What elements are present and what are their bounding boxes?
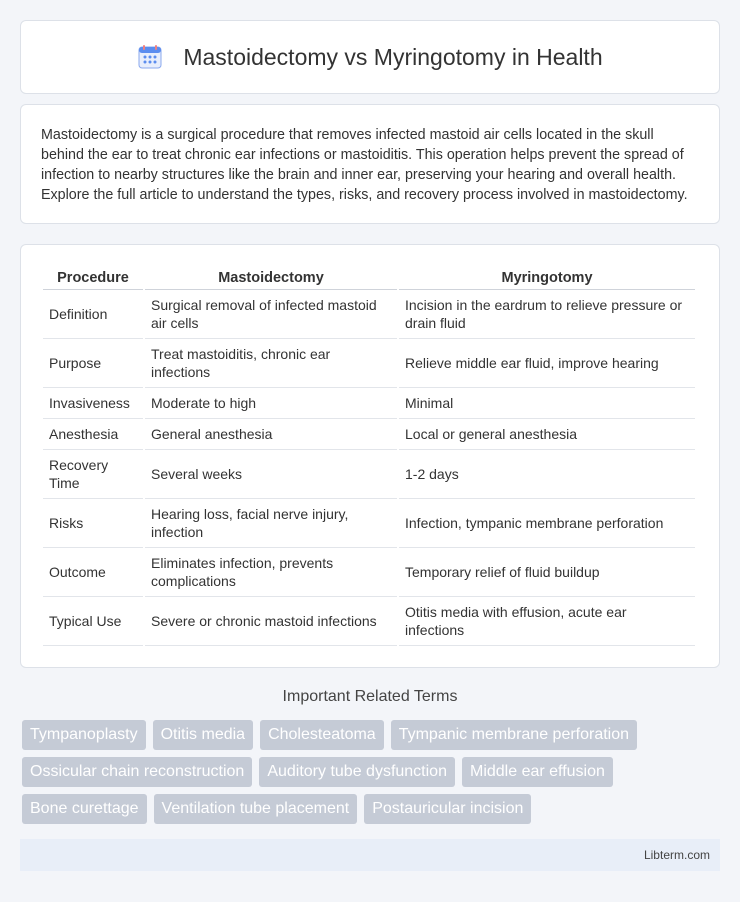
table-cell: Local or general anesthesia [399,419,695,450]
intro-text: Mastoidectomy is a surgical procedure that removes infected mastoid air cells located in the skull behind the ear to treat chronic ear infections or mastoiditis. This operation helps prevent the spread of infection to nearby structures like the brain and inner ear, preserving your hearing and overall health. Explore the full article to understand the types, risks, and recovery process involved in mastoidectomy. [41,127,688,203]
row-label: Recovery Time [43,450,143,499]
table-cell: Treat mastoiditis, chronic ear infections [145,339,397,388]
table-cell: Otitis media with effusion, acute ear infections [399,597,695,646]
table-cell: General anesthesia [145,419,397,450]
table-cell: Several weeks [145,450,397,499]
term-tag[interactable]: Postauricular incision [364,794,531,824]
row-label: Invasiveness [43,388,143,419]
table-row [43,388,695,419]
row-label: Typical Use [43,597,143,646]
row-label: Anesthesia [43,419,143,450]
table-row [43,419,695,450]
term-tag[interactable]: Otitis media [153,720,253,750]
table-cell: 1-2 days [399,450,695,499]
page-title: Mastoidectomy vs Myringotomy in Health [183,43,603,70]
term-tag[interactable]: Cholesteatoma [260,720,384,750]
comparison-table [41,263,697,646]
term-tag[interactable]: Bone curettage [22,794,147,824]
footer [20,839,720,871]
table-row [43,339,695,388]
table-row [43,597,695,646]
row-label: Definition [43,290,143,339]
term-tag[interactable]: Ossicular chain reconstruction [22,757,252,787]
table-row [43,290,695,339]
title-card [20,20,720,94]
term-tag[interactable]: Tympanic membrane perforation [391,720,637,750]
table-row [43,499,695,548]
column-header: Myringotomy [399,263,695,290]
term-tag[interactable]: Middle ear effusion [462,757,613,787]
table-row [43,548,695,597]
table-cell: Minimal [399,388,695,419]
term-tag[interactable]: Ventilation tube placement [154,794,358,824]
table-cell: Incision in the eardrum to relieve pressure or drain fluid [399,290,695,339]
table-row [43,450,695,499]
table-cell: Temporary relief of fluid buildup [399,548,695,597]
column-header: Mastoidectomy [145,263,397,290]
calendar-icon [137,44,163,70]
row-label: Purpose [43,339,143,388]
footer-brand-link[interactable]: Libterm.com [643,848,710,862]
table-cell: Severe or chronic mastoid infections [145,597,397,646]
table-cell: Infection, tympanic membrane perforation [399,499,695,548]
table-cell: Surgical removal of infected mastoid air cells [145,290,397,339]
table-cell: Hearing loss, facial nerve injury, infection [145,499,397,548]
table-cell: Moderate to high [145,388,397,419]
table-header-row [43,263,695,290]
table-cell: Eliminates infection, prevents complications [145,548,397,597]
related-terms-title: Important Related Terms [282,688,458,705]
row-label: Outcome [43,548,143,597]
column-header: Procedure [43,263,143,290]
related-terms-list [22,720,722,824]
term-tag[interactable]: Auditory tube dysfunction [259,757,455,787]
row-label: Risks [43,499,143,548]
term-tag[interactable]: Tympanoplasty [22,720,146,750]
comparison-card [20,244,720,668]
intro-card [20,104,720,224]
table-cell: Relieve middle ear fluid, improve hearing [399,339,695,388]
